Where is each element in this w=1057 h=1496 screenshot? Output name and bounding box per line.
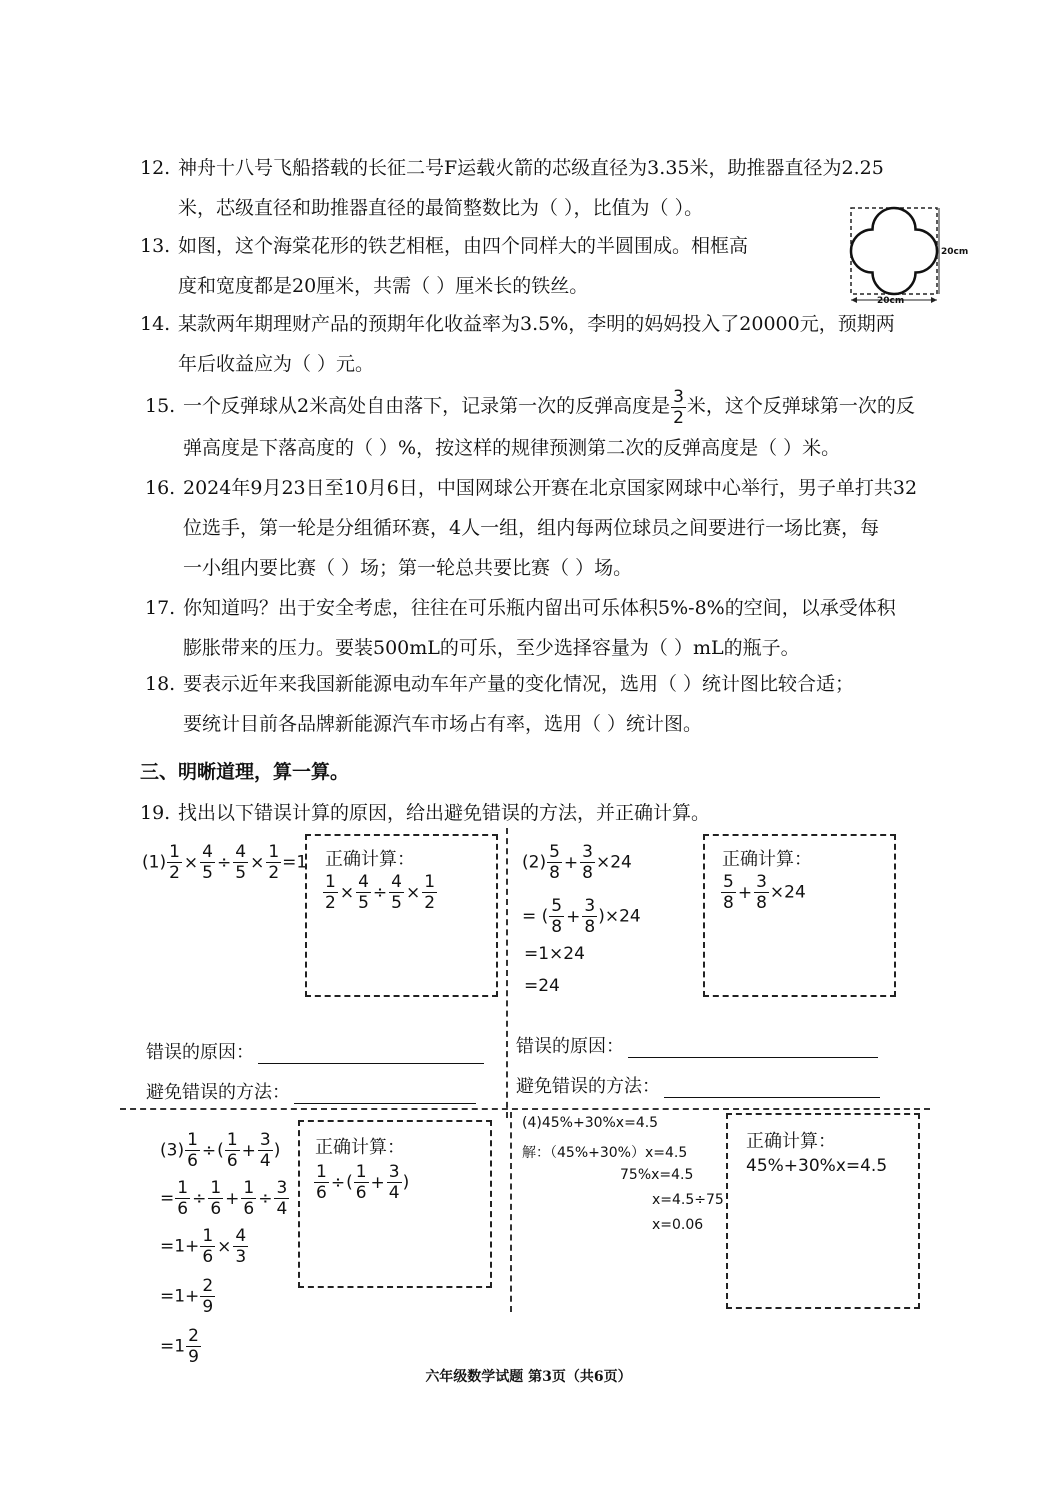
problem-4-line: x=4.5÷75	[652, 1192, 724, 1208]
problem-2-step: = ( $\frac{5}{8}$ + $\frac{3}{8}$ )×24	[522, 896, 641, 937]
question-number: 17.	[145, 597, 176, 619]
times-term: ×24	[604, 906, 641, 927]
question-text: 2024年9月23日至10月6日，中国网球公开赛在北京国家网球中心举行，男子单打共32	[183, 477, 918, 499]
error-reason-row-2	[516, 1032, 878, 1058]
question-13	[140, 226, 830, 306]
question-text: 弹高度是下落高度的（ ）%，按这样的规律预测第二次的反弹高度是（ ）米。	[183, 436, 841, 459]
question-text: 位选手，第一轮是分组循环赛，4人一组，组内每两位球员之间要进行一场比赛，每	[183, 517, 880, 539]
question-text: 一小组内要比赛（ ）场；第一轮总共要比赛（ ）场。	[183, 557, 633, 579]
problem-tag: (1)	[142, 852, 167, 873]
question-text: 度和宽度都是20厘米，共需（ ）厘米长的铁丝。	[178, 275, 589, 297]
fraction: $\frac{4}{5}$	[202, 842, 213, 883]
question-number: 15.	[145, 395, 176, 417]
height-dimension-label: 20cm	[941, 247, 969, 257]
avoid-method-blank[interactable]	[664, 1097, 880, 1098]
question-text: 某款两年期理财产品的预期年化收益率为3.5%，李明的妈妈投入了20000元，预期两	[178, 313, 895, 335]
error-reason-label: 错误的原因：	[516, 1036, 624, 1057]
correct-calculation-expression: $\frac{1}{2}$ × $\frac{4}{5}$ ÷ $\frac{4}{5}$ × $\frac{1}{2}$	[325, 872, 436, 913]
row-divider	[120, 1108, 930, 1110]
avoid-method-label: 避免错误的方法：	[516, 1076, 660, 1097]
wrong-result: =1	[282, 852, 308, 873]
problem-4-line: 75%x=4.5	[620, 1167, 694, 1183]
step-prefix: =1+	[160, 1286, 200, 1307]
fraction: $\frac{1}{2}$	[268, 842, 280, 883]
error-reason-blank[interactable]	[258, 1063, 484, 1064]
question-text: 年后收益应为（ ）元。	[178, 353, 375, 375]
avoid-method-row-1	[146, 1078, 476, 1104]
question-text: 你知道吗？出于安全考虑，往往在可乐瓶内留出可乐体积5%-8%的空间，以承受体积	[183, 597, 896, 619]
error-reason-blank[interactable]	[628, 1057, 878, 1058]
question-number: 13.	[140, 235, 171, 257]
problem-1-expression: (1) $\frac{1}{2}$ × $\frac{4}{5}$ ÷ $\frac{4}{5}$ × $\frac{1}{2}$ =1	[142, 842, 308, 883]
avoid-method-label: 避免错误的方法：	[146, 1082, 290, 1103]
problem-3-expression: (3) $\frac{1}{6}$ ÷( $\frac{1}{6}$ + $\frac{3}{4}$ )	[160, 1130, 281, 1171]
question-number: 19.	[140, 802, 171, 824]
times-term: ×24	[769, 882, 806, 903]
question-text: 神舟十八号飞船搭载的长征二号F运载火箭的芯级直径为3.35米，助推器直径为2.25	[178, 157, 884, 179]
problem-tag: (4)	[522, 1115, 542, 1131]
avoid-method-blank[interactable]	[294, 1103, 476, 1104]
correct-calculation-label: 正确计算：	[315, 1137, 405, 1158]
width-dimension-label: 20cm	[877, 296, 905, 306]
problem-3-step: =1 $\frac{2}{9}$	[160, 1326, 199, 1367]
question-19	[140, 798, 710, 825]
question-text: 米，芯级直径和助推器直径的最简整数比为（ ），比值为（ ）。	[178, 197, 704, 219]
question-text: 膨胀带来的压力。要装500mL的可乐，至少选择容量为（ ）mL的瓶子。	[183, 637, 800, 659]
problem-3-step: =1+ $\frac{2}{9}$	[160, 1276, 214, 1317]
problem-3-step: = $\frac{1}{6}$ ÷ $\frac{1}{6}$ + $\frac{1}{6}$ ÷ $\frac{3}{4}$	[160, 1178, 288, 1219]
question-number: 18.	[145, 673, 176, 695]
problem-4-line	[522, 1115, 658, 1131]
correct-calculation-label: 正确计算：	[722, 849, 812, 870]
problem-2-step: =24	[524, 976, 560, 996]
equals-sign: =	[160, 1188, 175, 1209]
problem-4-line: x=0.06	[652, 1217, 704, 1233]
equation: 45%+30%x=4.5	[541, 1115, 659, 1131]
step-prefix: =1+	[160, 1236, 200, 1257]
question-17	[145, 588, 975, 668]
question-15	[145, 386, 975, 468]
question-number: 14.	[140, 313, 171, 335]
problem-3-step: =1+ $\frac{1}{6}$ × $\frac{4}{3}$	[160, 1226, 247, 1267]
correct-calculation-label: 正确计算：	[325, 849, 415, 870]
fraction: $\frac{4}{5}$	[235, 842, 247, 883]
problem-2-step: =1×24	[524, 944, 585, 964]
column-divider	[506, 828, 508, 1118]
question-text: 找出以下错误计算的原因，给出避免错误的方法，并正确计算。	[178, 802, 711, 824]
equals-sign: =	[522, 906, 537, 927]
question-text: 要统计目前各品牌新能源汽车市场占有率，选用（ ）统计图。	[183, 713, 703, 735]
question-number: 12.	[140, 157, 171, 179]
column-divider	[510, 1112, 512, 1312]
question-text: 要表示近年来我国新能源电动车年产量的变化情况，选用（ ）统计图比较合适；	[183, 673, 855, 695]
problem-4-line: 解：（45%+30%）x=4.5	[522, 1145, 688, 1161]
correct-calculation-expression: 45%+30%x=4.5	[746, 1156, 888, 1176]
correct-calculation-expression: $\frac{1}{6}$ ÷( $\frac{1}{6}$ + $\frac{3}{4}$ )	[316, 1162, 410, 1203]
error-reason-row-1	[146, 1038, 484, 1064]
question-number: 16.	[145, 477, 176, 499]
correct-calculation-expression: $\frac{5}{8}$ + $\frac{3}{8}$ ×24	[723, 872, 806, 913]
question-text: 米，这个反弹球第一次的反	[686, 395, 915, 417]
avoid-method-row-2	[516, 1072, 880, 1098]
question-16	[145, 468, 975, 588]
times-term: ×24	[596, 852, 632, 873]
error-reason-label: 错误的原因：	[146, 1042, 254, 1063]
fraction: $\frac{1}{2}$	[169, 842, 180, 883]
step-prefix: =1	[160, 1336, 186, 1357]
page-footer: 六年级数学试题 第3页（共6页）	[425, 1369, 632, 1385]
fraction	[671, 387, 686, 428]
problem-tag: (3)	[160, 1140, 185, 1161]
question-18	[145, 664, 975, 744]
denominator: 2	[673, 407, 684, 428]
problem-tag: (2)	[522, 852, 547, 873]
problem-2-expression: (2) $\frac{5}{8}$ + $\frac{3}{8}$ ×24	[522, 842, 632, 883]
question-text: 如图，这个海棠花形的铁艺相框，由四个同样大的半圆围成。相框高	[178, 235, 749, 257]
section-heading: 三、明晰道理，算一算。	[140, 761, 350, 783]
correct-calculation-label: 正确计算：	[746, 1131, 836, 1152]
question-14	[140, 304, 970, 384]
question-text: 一个反弹球从2米高处自由落下，记录第一次的反弹高度是	[183, 395, 671, 417]
numerator: 3	[673, 386, 684, 407]
